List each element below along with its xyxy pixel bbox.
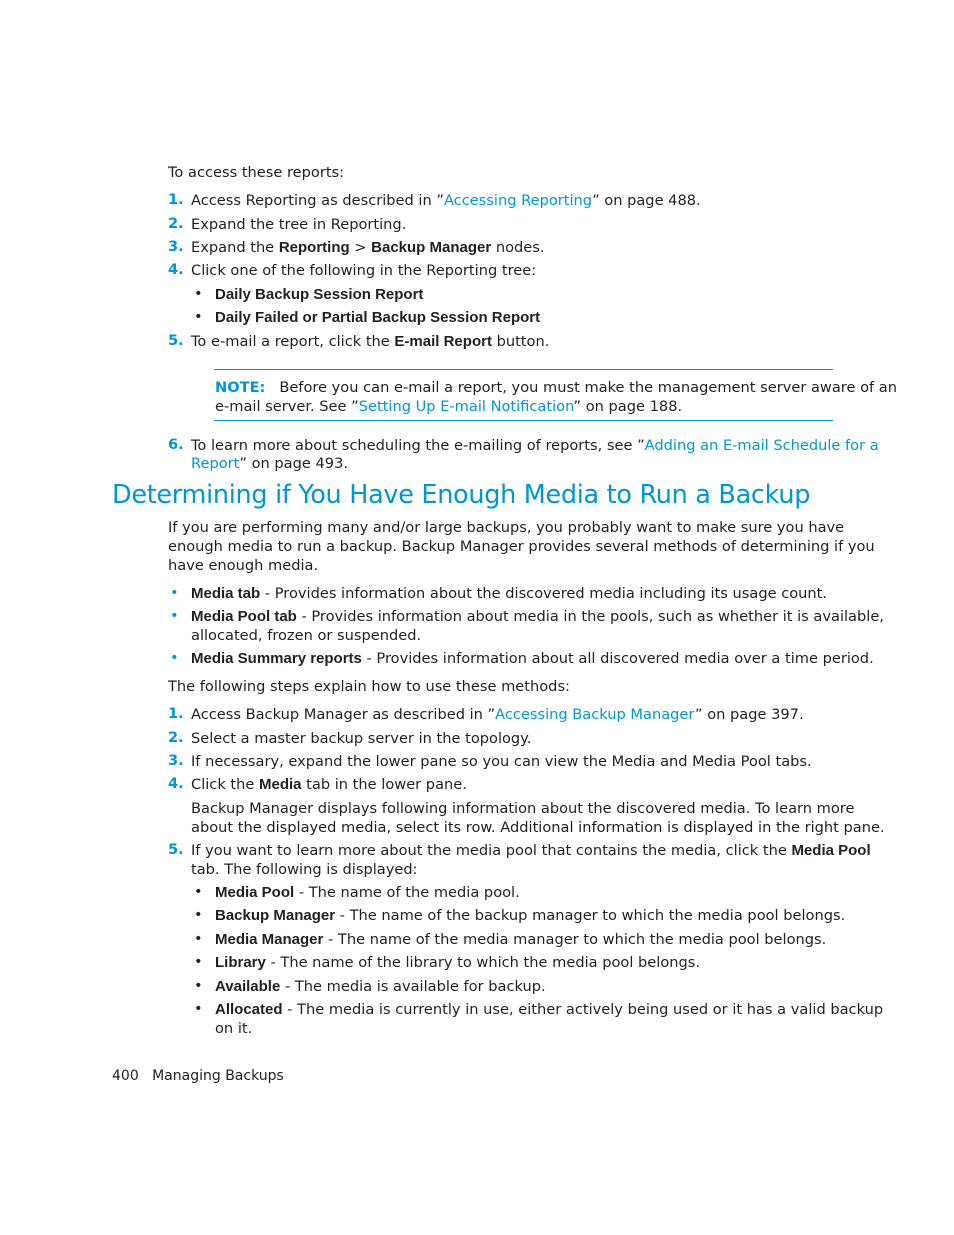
step-number: 6. (168, 436, 184, 453)
step-number: 2. (168, 215, 184, 232)
step-number: 2. (168, 729, 184, 746)
step-text: Select a master backup server in the topology. (191, 730, 532, 747)
section-title: Determining if You Have Enough Media to Run a Backup (112, 480, 811, 510)
step-detail: about the displayed media, select its row. Additional information is displayed in the right pane. (191, 819, 885, 836)
bullet-icon: • (170, 584, 179, 601)
note-line-2: e-mail server. See ”Setting Up E-mail Notification” on page 188. (215, 398, 683, 415)
step-detail: Backup Manager displays following information about the discovered media. To learn more (191, 800, 855, 817)
method-item-cont: allocated, frozen or suspended. (191, 627, 422, 644)
step-number: 4. (168, 261, 184, 278)
pool-field: Backup Manager - The name of the backup manager to which the media pool belongs. (215, 907, 846, 924)
email-schedule-link-cont[interactable]: Report (191, 455, 240, 472)
step-text: To e-mail a report, click the E-mail Report button. (191, 333, 550, 350)
bullet-icon: • (170, 649, 179, 666)
pool-field: Media Manager - The name of the media manager to which the media pool belongs. (215, 931, 827, 948)
pool-field: Available - The media is available for backup. (215, 978, 546, 995)
page-number: 400 (112, 1068, 139, 1084)
note-line-1: NOTE: Before you can e-mail a report, you must make the management server aware of an (215, 379, 897, 396)
bullet-icon: • (170, 607, 179, 624)
step-number: 5. (168, 841, 184, 858)
step-number: 4. (168, 775, 184, 792)
accessing-backup-manager-link[interactable]: Accessing Backup Manager (495, 706, 695, 723)
para-line: If you are performing many and/or large backups, you probably want to make sure you have (168, 519, 845, 536)
step-text-cont: tab. The following is displayed: (191, 861, 418, 878)
report-item: Daily Failed or Partial Backup Session Report (215, 309, 541, 326)
note-bottom-rule (214, 420, 833, 421)
bullet-icon: • (194, 953, 203, 970)
note-top-rule (214, 369, 833, 370)
intro-text: To access these reports: (168, 164, 345, 181)
bullet-icon: • (194, 1000, 203, 1017)
pool-field: Allocated - The media is currently in use, either actively being used or it has a valid backup (215, 1001, 884, 1018)
method-item: Media tab - Provides information about the discovered media including its usage count. (191, 585, 828, 602)
step-text: Access Backup Manager as described in ”Accessing Backup Manager” on page 397. (191, 706, 804, 723)
method-item: Media Summary reports - Provides information about all discovered media over a time period. (191, 650, 874, 667)
step-number: 1. (168, 191, 184, 208)
step-text: If you want to learn more about the media pool that contains the media, click the Media Pool (191, 842, 871, 859)
step-number: 3. (168, 752, 184, 769)
bullet-icon: • (194, 285, 203, 302)
pool-field: Media Pool - The name of the media pool. (215, 884, 520, 901)
bullet-icon: • (194, 308, 203, 325)
pool-field: Library - The name of the library to which the media pool belongs. (215, 954, 701, 971)
email-notification-link[interactable]: Setting Up E-mail Notification (358, 398, 574, 415)
para-line: enough media to run a backup. Backup Manager provides several methods of determining if you (168, 538, 875, 555)
step-number: 1. (168, 705, 184, 722)
step-number: 3. (168, 238, 184, 255)
step-text: Expand the Reporting > Backup Manager nodes. (191, 239, 545, 256)
bullet-icon: • (194, 977, 203, 994)
step-text: If necessary, expand the lower pane so you can view the Media and Media Pool tabs. (191, 753, 812, 770)
email-schedule-link[interactable]: Adding an E-mail Schedule for a (644, 437, 879, 454)
report-item: Daily Backup Session Report (215, 286, 424, 303)
step-text: Expand the tree in Reporting. (191, 216, 407, 233)
bullet-icon: • (194, 906, 203, 923)
step-text-cont: Report” on page 493. (191, 455, 348, 472)
note-label: NOTE: (215, 379, 266, 396)
pool-field-cont: on it. (215, 1020, 253, 1037)
para-line: have enough media. (168, 557, 319, 574)
bullet-icon: • (194, 930, 203, 947)
following-text: The following steps explain how to use these methods: (168, 678, 570, 695)
chapter-title: Managing Backups (152, 1068, 284, 1084)
step-text: Click the Media tab in the lower pane. (191, 776, 467, 793)
accessing-reporting-link[interactable]: Accessing Reporting (443, 192, 593, 209)
method-item: Media Pool tab - Provides information about media in the pools, such as whether it is available, (191, 608, 884, 625)
bullet-icon: • (194, 883, 203, 900)
step-number: 5. (168, 332, 184, 349)
step-text: Access Reporting as described in ”Accessing Reporting” on page 488. (191, 192, 701, 209)
step-text: Click one of the following in the Reporting tree: (191, 262, 537, 279)
page-footer (112, 1067, 284, 1086)
step-text: To learn more about scheduling the e-mailing of reports, see ”Adding an E-mail Schedule for a (191, 437, 879, 454)
